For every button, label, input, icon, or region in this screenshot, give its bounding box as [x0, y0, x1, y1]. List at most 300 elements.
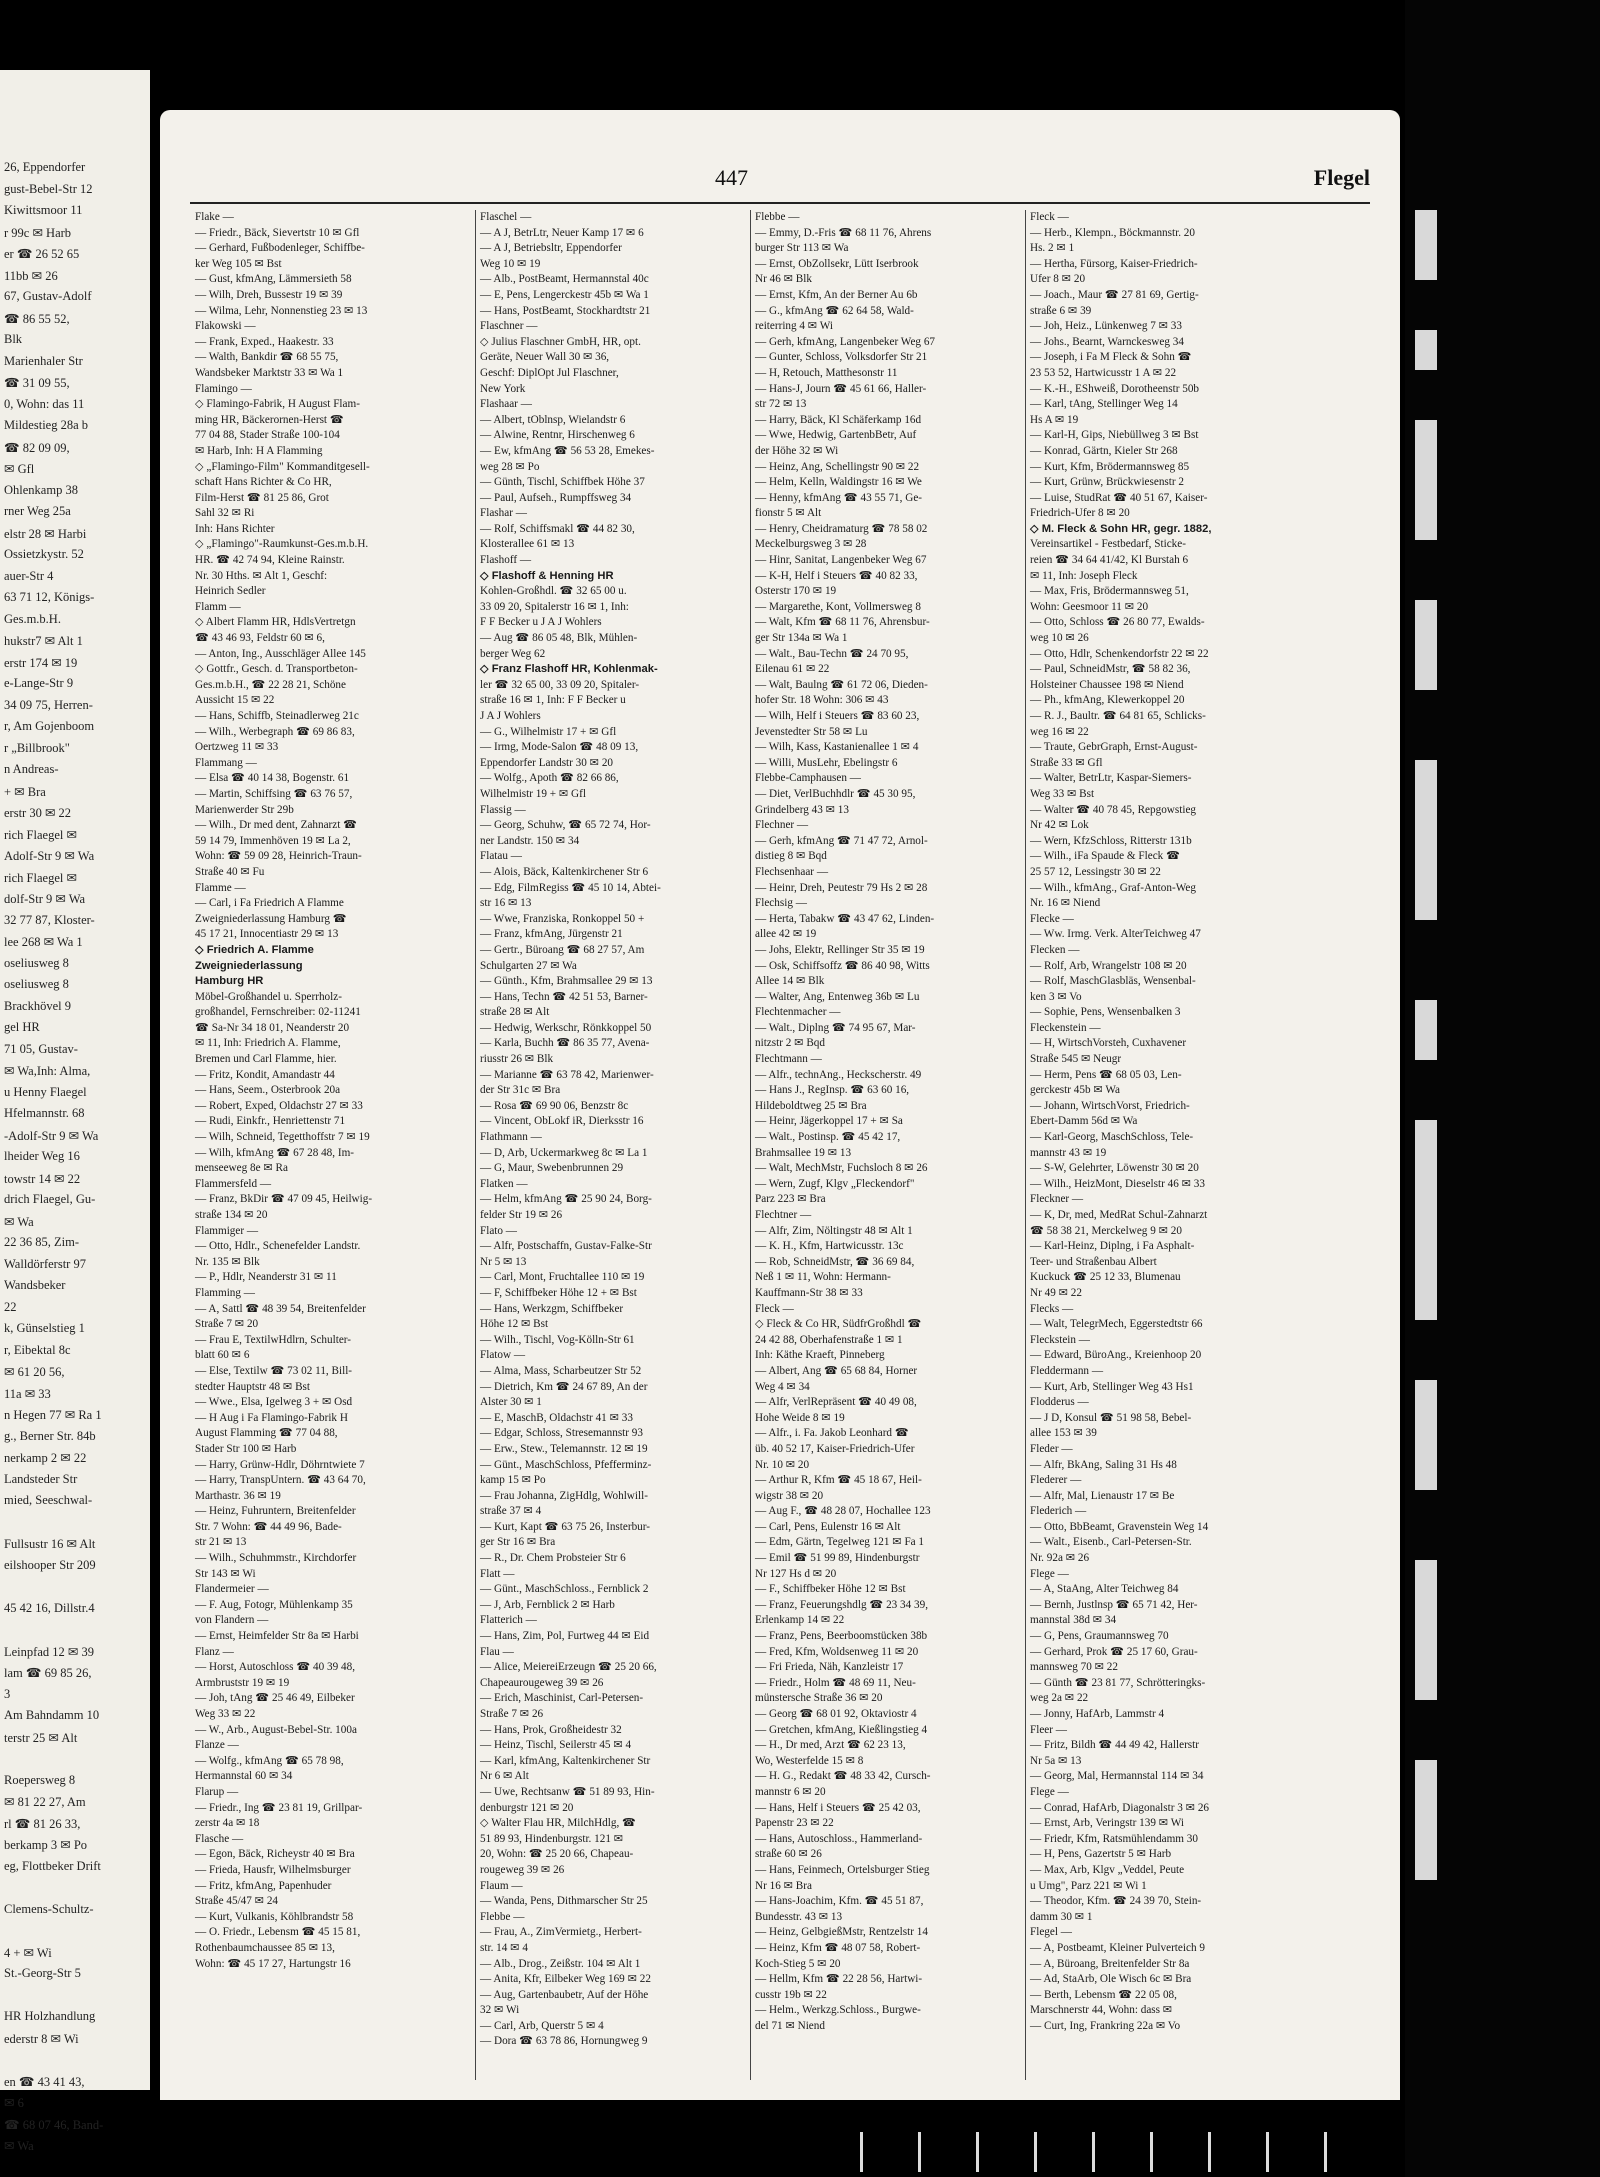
previous-page-line: gust-Bebel-Str 12	[4, 181, 93, 196]
directory-entry: — Emil ☎ 51 99 89, Hindenburgstr	[755, 1552, 920, 1565]
directory-entry: ◇ Gottfr., Gesch. d. Transportbeton-	[195, 663, 358, 676]
directory-entry: — H. G., Redakt ☎ 48 33 42, Cursch-	[755, 1770, 931, 1783]
directory-entry: mannsweg 70 ✉ 22	[1030, 1661, 1118, 1674]
directory-entry: Flechner —	[755, 819, 809, 832]
header-rule	[190, 202, 1370, 204]
directory-entry: ming HR, Bäckerornen-Herst ☎	[195, 413, 344, 426]
previous-page-line: 22	[4, 1299, 17, 1314]
directory-entry: Flebbe-Camphausen —	[755, 772, 861, 785]
directory-entry: str 16 ✉ 13	[480, 897, 532, 910]
directory-entry: Hohe Weide 8 ✉ 19	[755, 1411, 845, 1424]
directory-entry: Neß 1 ✉ 11, Wohn: Hermann-	[755, 1271, 891, 1284]
directory-entry: — Fritz, kfmAng, Papenhuder	[195, 1879, 332, 1892]
directory-entry: 59 14 79, Immenhöven 19 ✉ La 2,	[195, 834, 351, 847]
directory-entry: Eilenau 61 ✉ 22	[755, 663, 830, 676]
previous-page-line: Mildestieg 28a b	[4, 418, 89, 432]
previous-page-line: r, Eibektal 8c	[4, 1342, 71, 1357]
directory-entry: Flanz —	[195, 1645, 234, 1658]
directory-entry: — K-H, Helf i Steuers ☎ 40 82 33,	[755, 569, 918, 582]
directory-entry: Flodderus —	[1030, 1396, 1089, 1409]
directory-entry: Flaschner —	[480, 320, 538, 333]
directory-entry: — Wilma, Lehr, Nonnenstieg 23 ✉ 13	[195, 304, 368, 317]
directory-entry: Flandermeier —	[195, 1583, 269, 1596]
directory-entry: — Paul, SchneidMstr, ☎ 58 82 36,	[1030, 663, 1191, 676]
previous-page-line: 34 09 75, Herren-	[4, 697, 93, 712]
directory-entry: — Irmg, Mode-Salon ☎ 48 09 13,	[480, 741, 639, 754]
directory-entry: Hs. 2 ✉ 1	[1030, 242, 1075, 255]
previous-page-line: erstr 30 ✉ 22	[4, 806, 72, 820]
directory-entry: Hs A ✉ 19	[1030, 413, 1079, 426]
directory-entry: — Helm., Werkzg.Schloss., Burgwe-	[755, 2004, 921, 2017]
edge-mark	[1415, 420, 1437, 540]
directory-entry: Brahmsallee 19 ✉ 13	[755, 1146, 852, 1159]
directory-entry: Nr 127 Hs d ✉ 20	[755, 1567, 837, 1580]
previous-page-line: Wandsbeker	[4, 1278, 66, 1292]
directory-entry: — S-W, Gelehrter, Löwenstr 30 ✉ 20	[1030, 1162, 1199, 1175]
directory-entry: rougeweg 39 ✉ 26	[480, 1863, 565, 1876]
previous-page-line: gel HR	[4, 1020, 40, 1034]
directory-entry: — Wilh., HeizMont, Dieselstr 46 ✉ 33	[1030, 1177, 1205, 1190]
directory-entry: — Alice, MeiereiErzeugn ☎ 25 20 66,	[480, 1661, 657, 1674]
previous-page-line: 67, Gustav-Adolf	[4, 289, 92, 303]
directory-entry: — H, WirtschVorsteh, Cuxhavener	[1030, 1037, 1187, 1050]
directory-entry: — Rob, SchneidMstr, ☎ 36 69 84,	[755, 1255, 915, 1268]
previous-page-line: rich Flaegel ✉	[4, 827, 77, 842]
previous-page-line: eg, Flottbeker Drift	[4, 1858, 101, 1873]
directory-entry: — Hellm, Kfm ☎ 22 28 56, Hartwi-	[755, 1973, 923, 1986]
directory-entry: Nr. 92a ✉ 26	[1030, 1552, 1090, 1565]
directory-entry: — Heinz, GelbgießMstr, Rentzelstr 14	[755, 1926, 928, 1939]
directory-entry: ✉ 11, Inh: Joseph Fleck	[1030, 569, 1138, 582]
directory-entry: — Ernst, Heimfelder Str 8a ✉ Harbi	[195, 1630, 359, 1643]
directory-entry: Flashoff —	[480, 554, 532, 567]
directory-entry: Teer- und Straßenbau Albert	[1030, 1255, 1157, 1268]
directory-entry: — Rosa ☎ 69 90 06, Benzstr 8c	[480, 1099, 629, 1112]
directory-entry: — Franz, BkDir ☎ 47 09 45, Heilwig-	[195, 1193, 373, 1206]
directory-entry: — Joseph, i Fa M Fleck & Sohn ☎	[1030, 351, 1192, 364]
directory-entry: — Franz, kfmAng, Jürgenstr 21	[480, 928, 623, 941]
directory-entry: ✉ 11, Inh: Friedrich A. Flamme,	[195, 1037, 341, 1050]
column-2	[480, 210, 756, 2050]
directory-entry: — Osk, Schiffsoffz ☎ 86 40 98, Witts	[755, 959, 930, 972]
directory-entry: Flamingo —	[195, 382, 252, 395]
directory-entry: Parz 223 ✉ Bra	[755, 1193, 826, 1206]
directory-entry: — Friedr., Holm ☎ 48 69 11, Neu-	[755, 1676, 916, 1689]
directory-entry: Aussicht 15 ✉ 22	[195, 694, 275, 707]
directory-entry: — Albert, Ang ☎ 65 68 84, Horner	[755, 1364, 918, 1377]
directory-entry: Str 143 ✉ Wi	[195, 1567, 256, 1580]
directory-entry: straße 28 ✉ Alt	[480, 1006, 550, 1019]
directory-entry: — Karla, Buchh ☎ 86 35 77, Avena-	[480, 1037, 650, 1050]
directory-entry: — Erich, Maschinist, Carl-Petersen-	[480, 1692, 644, 1705]
directory-entry: — Kurt, Vulkanis, Köhlbrandstr 58	[195, 1910, 354, 1923]
previous-page-line: ☎ 68 07 46, Band-	[4, 2117, 104, 2132]
directory-entry: — Ernst, Kfm, An der Berner Au 6b	[755, 288, 918, 301]
previous-page-line: Fullsustr 16 ✉ Alt	[4, 1537, 96, 1551]
directory-entry: Allee 14 ✉ Blk	[755, 975, 825, 988]
directory-entry: — Heinr, Dreh, Peutestr 79 Hs 2 ✉ 28	[755, 881, 928, 894]
directory-entry: — Hans, Prok, Großheidestr 32	[480, 1723, 622, 1736]
directory-entry: Flashaar —	[480, 398, 532, 411]
directory-entry: — Franz, Pens, Beerboomstücken 38b	[755, 1630, 928, 1643]
directory-entry: — A, Büroang, Breitenfelder Str 8a	[1030, 1957, 1190, 1970]
directory-entry: — Ad, StaArb, Ole Wisch 6c ✉ Bra	[1030, 1973, 1192, 1986]
directory-entry: — Wwe., Elsa, Igelweg 3 + ✉ Osd	[195, 1396, 353, 1409]
directory-entry: blatt 60 ✉ 6	[195, 1349, 250, 1362]
directory-entry: Flau —	[480, 1645, 514, 1658]
directory-entry: — Wern, Zugf, Klgv „Fleckendorf"	[755, 1177, 915, 1190]
directory-entry: — Arthur R, Kfm ☎ 45 18 67, Heil-	[755, 1474, 922, 1487]
directory-entry: — Harry, Grünw-Hdlr, Döhrntwiete 7	[195, 1458, 365, 1471]
directory-entry: — G, Maur, Swebenbrunnen 29	[480, 1162, 624, 1175]
directory-entry: Straße 7 ✉ 26	[480, 1708, 544, 1720]
directory-entry: Stader Str 100 ✉ Harb	[195, 1442, 297, 1455]
directory-entry: — Friedr., Ing ☎ 23 81 19, Grillpar-	[195, 1801, 363, 1814]
directory-entry: — Hans, Feinmech, Ortelsburger Stieg	[755, 1863, 930, 1876]
directory-entry: — Karl-Heinz, Diplng, i Fa Asphalt-	[1030, 1240, 1195, 1253]
directory-entry: — G, Pens, Graumannsweg 70	[1030, 1630, 1169, 1643]
directory-entry: — Walt., Bau-Techn ☎ 24 70 95,	[755, 647, 909, 660]
directory-entry: — Wilh., iFa Spaude & Fleck ☎	[1030, 850, 1181, 863]
column-divider	[750, 210, 751, 2080]
directory-entry: — E, Pens, Lengerckestr 45b ✉ Wa 1	[480, 288, 649, 301]
directory-entry: — Ernst, Arb, Veringstr 139 ✉ Wi	[1030, 1817, 1184, 1830]
directory-entry: Eppendorfer Landstr 30 ✉ 20	[480, 756, 614, 769]
directory-entry: — Wwe, Hedwig, GartenbBetr, Auf	[755, 429, 917, 442]
directory-entry: hofer Str. 18 Wohn: 306 ✉ 43	[755, 694, 889, 707]
directory-entry: Straße 40 ✉ Fu	[195, 865, 265, 878]
directory-entry: — Gerhard, Fußbodenleger, Schiffbe-	[195, 242, 365, 255]
directory-entry: ◇ Fleck & Co HR, SüdfrGroßhdl ☎	[755, 1318, 922, 1331]
directory-entry: — Carl, Pens, Eulenstr 16 ✉ Alt	[755, 1520, 901, 1533]
directory-entry: — Wilh, Dreh, Bussestr 19 ✉ 39	[195, 288, 343, 301]
previous-page-line: r 99c ✉ Harb	[4, 225, 72, 240]
directory-entry: Bundesstr. 43 ✉ 13	[755, 1910, 843, 1923]
directory-entry: F F Becker u J A J Wohlers	[480, 616, 602, 629]
directory-entry: — Heinz, Tischl, Seilerstr 45 ✉ 4	[480, 1739, 632, 1752]
previous-page-line: en ☎ 43 41 43,	[4, 2074, 85, 2089]
directory-entry: damm 30 ✉ 1	[1030, 1910, 1093, 1923]
directory-entry: fionstr 5 ✉ Alt	[755, 507, 822, 520]
previous-page-line: u Henny Flaegel	[4, 1084, 87, 1099]
directory-entry: — Henny, kfmAng ☎ 43 55 71, Ge-	[755, 491, 923, 504]
directory-entry: — Curt, Ing, Frankring 22a ✉ Vo	[1030, 2019, 1181, 2032]
directory-entry: — Walt, Baulng ☎ 61 72 06, Dieden-	[755, 678, 928, 691]
directory-entry: Flaum —	[480, 1879, 523, 1892]
directory-entry: str 72 ✉ 13	[755, 398, 807, 411]
directory-entry: del 71 ✉ Niend	[755, 2019, 825, 2032]
directory-entry: Flakowski —	[195, 320, 256, 333]
directory-entry: — Karl, kfmAng, Kaltenkirchener Str	[480, 1754, 651, 1767]
directory-entry: ◇ „Flamingo-Film" Kommanditgesell-	[195, 460, 370, 473]
directory-entry: — Walt., Postinsp. ☎ 45 42 17,	[755, 1131, 901, 1144]
previous-page-line: e-Lange-Str 9	[4, 676, 74, 690]
edge-mark	[1415, 210, 1437, 280]
directory-entry: — Alb., Drog., Zeißstr. 104 ✉ Alt 1	[480, 1957, 641, 1970]
directory-entry: — Gretchen, kfmAng, Kießlingstieg 4	[755, 1723, 928, 1736]
directory-entry: burger Str 113 ✉ Wa	[755, 242, 849, 255]
previous-page-line: rner Weg 25a	[4, 504, 71, 518]
previous-page-line: r, Am Gojenboom	[4, 719, 95, 733]
previous-page-line: Am Bahndamm 10	[4, 1708, 100, 1722]
directory-entry: — J D, Konsul ☎ 51 98 58, Bebel-	[1030, 1411, 1192, 1424]
previous-page-line: ✉ 61 20 56,	[4, 1365, 65, 1379]
directory-entry: — Johs, Elektr, Rellinger Str 35 ✉ 19	[755, 943, 925, 956]
directory-entry: mannstal 38d ✉ 34	[1030, 1614, 1117, 1627]
directory-entry: Heinrich Sedler	[195, 585, 266, 598]
directory-entry: Inh: Hans Richter	[195, 522, 275, 535]
previous-page-line: Walldörferstr 97	[4, 1256, 86, 1271]
previous-page-line: ☎ 82 09 09,	[4, 440, 70, 455]
edge-mark	[1415, 1000, 1437, 1060]
directory-entry: — Hans, Schiffb, Steinadlerweg 21c	[195, 710, 359, 722]
previous-page-line: ✉ Wa	[4, 1214, 34, 1229]
directory-entry: — Uwe, Rechtsanw ☎ 51 89 93, Hin-	[480, 1785, 655, 1798]
directory-entry: Erlenkamp 14 ✉ 22	[755, 1614, 845, 1627]
directory-entry: — Vincent, ObLokf iR, Dierksstr 16	[480, 1115, 644, 1128]
directory-entry: — Kurt, Kfm, Brödermannsweg 85	[1030, 460, 1190, 473]
directory-entry: 45 17 21, Innocentiastr 29 ✉ 13	[195, 928, 339, 941]
directory-entry: — Rudi, Einkfr., Henriettenstr 71	[195, 1115, 346, 1128]
directory-entry: der Höhe 32 ✉ Wi	[755, 444, 839, 457]
directory-entry: — Heinz, Ang, Schellingstr 90 ✉ 22	[755, 460, 920, 473]
directory-entry: — R. J., Baultr. ☎ 64 81 65, Schlicks-	[1030, 710, 1206, 722]
directory-entry: — Walt, Kfm ☎ 68 11 76, Ahrensbur-	[755, 616, 930, 629]
directory-entry: Fleckstein —	[1030, 1333, 1090, 1346]
directory-entry: Meckelburgsweg 3 ✉ 28	[755, 538, 867, 551]
directory-entry: — Hans, Autoschloss., Hammerland-	[755, 1832, 923, 1845]
directory-entry: — J, Arb, Fernblick 2 ✉ Harb	[480, 1598, 615, 1611]
directory-entry: — Gerh, kfmAng, Langenbeker Weg 67	[755, 335, 936, 348]
directory-entry: Ufer 8 ✉ 20	[1030, 273, 1086, 286]
directory-entry: — Hertha, Fürsorg, Kaiser-Friedrich-	[1030, 257, 1198, 270]
directory-entry: — D, Arb, Uckermarkweg 8c ✉ La 1	[480, 1146, 648, 1159]
directory-entry: 25 57 12, Lessingstr 30 ✉ 22	[1030, 865, 1161, 878]
directory-entry: Kauffmann-Str 38 ✉ 33	[755, 1286, 863, 1299]
directory-entry: Rothenbaumchaussee 85 ✉ 13,	[195, 1941, 335, 1954]
previous-page-line: nerkamp 2 ✉ 22	[4, 1451, 87, 1465]
directory-entry: Flechtenmacher —	[755, 1006, 841, 1019]
directory-entry: 20, Wohn: ☎ 25 20 66, Chapeau-	[480, 1848, 634, 1861]
directory-entry: Flatken —	[480, 1177, 528, 1190]
directory-entry: ◇ Franz Flashoff HR, Kohlenmak-	[480, 663, 658, 676]
directory-entry: — Karl-H, Gips, Niebüllweg 3 ✉ Bst	[1030, 429, 1199, 442]
directory-entry: — Fritz, Kondit, Amandastr 44	[195, 1068, 335, 1081]
directory-entry: — Georg, Mal, Hermannstal 114 ✉ 34	[1030, 1770, 1204, 1783]
previous-page-line: towstr 14 ✉ 22	[4, 1171, 81, 1186]
directory-entry: Straße 45/47 ✉ 24	[195, 1895, 279, 1908]
directory-entry: — Carl, Arb, Querstr 5 ✉ 4	[480, 2019, 604, 2032]
directory-entry: — Margarethe, Kont, Vollmersweg 8	[755, 600, 921, 613]
directory-entry: — Gunter, Schloss, Volksdorfer Str 21	[755, 351, 928, 364]
directory-entry: schaft Hans Richter & Co HR,	[195, 476, 332, 489]
column-3	[755, 210, 1031, 2034]
directory-entry: Marthastr. 36 ✉ 19	[195, 1489, 281, 1502]
directory-entry: Flatterich —	[480, 1614, 537, 1627]
directory-entry: Str. 7 Wohn: ☎ 44 49 96, Bade-	[195, 1520, 342, 1533]
directory-entry: — Fri Frieda, Näh, Kanzleistr 17	[755, 1661, 904, 1674]
directory-entry: — A, Sattl ☎ 48 39 54, Breitenfelder	[195, 1302, 366, 1315]
directory-entry: — Wilh., Tischl, Vog-Kölln-Str 61	[480, 1333, 635, 1346]
directory-entry: Flechsig —	[755, 897, 807, 910]
directory-entry: — Harry, Bäck, Kl Schäferkamp 16d	[755, 413, 922, 426]
previous-page-line: 4 + ✉ Wi	[4, 1945, 52, 1960]
directory-entry: Flebbe —	[480, 1910, 525, 1923]
directory-entry: — Paul, Aufseh., Rumpffsweg 34	[480, 491, 632, 504]
directory-entry: mannstr 6 ✉ 20	[755, 1785, 826, 1798]
directory-entry: — O. Friedr., Lebensm ☎ 45 15 81,	[195, 1926, 361, 1939]
directory-entry: nitzstr 2 ✉ Bqd	[755, 1037, 825, 1050]
directory-entry: Flatow —	[480, 1349, 526, 1362]
directory-entry: — Diet, VerlBuchhdlr ☎ 45 30 95,	[755, 787, 916, 800]
directory-entry: — Dora ☎ 63 78 86, Hornungweg 9	[480, 2035, 648, 2048]
directory-entry: Fleer —	[1030, 1723, 1067, 1736]
directory-entry: — W., Arb., August-Bebel-Str. 100a	[195, 1723, 357, 1736]
directory-entry: — Herta, Tabakw ☎ 43 47 62, Linden-	[755, 912, 935, 925]
directory-entry: Nr 16 ✉ Bra	[755, 1879, 812, 1892]
previous-page-line: lee 268 ✉ Wa 1	[4, 935, 83, 949]
directory-entry: ◇ Walter Flau HR, MilchHdlg, ☎	[480, 1817, 636, 1830]
directory-entry: Flecks —	[1030, 1302, 1074, 1315]
page-number: 447	[715, 165, 748, 190]
directory-entry: New York	[480, 382, 526, 395]
directory-entry: Armbruststr 19 ✉ 19	[195, 1676, 290, 1689]
directory-entry: ner Landstr. 150 ✉ 34	[480, 834, 580, 847]
directory-entry: — Karl, tAng, Stellinger Weg 14	[1030, 398, 1178, 411]
previous-page-line: n Andreas-	[4, 762, 59, 776]
edge-mark	[1415, 600, 1437, 690]
directory-entry: — Else, Textilw ☎ 73 02 11, Bill-	[195, 1364, 353, 1377]
directory-entry: — Günth, Tischl, Schiffbek Höhe 37	[480, 476, 645, 489]
directory-entry: — Rolf, Arb, Wrangelstr 108 ✉ 20	[1030, 959, 1187, 972]
directory-entry: Kuckuck ☎ 25 12 33, Blumenau	[1030, 1271, 1181, 1284]
directory-entry: Fleck —	[1030, 211, 1069, 223]
directory-entry: — Max, Fris, Brödermannsweg 51,	[1030, 585, 1189, 598]
previous-page-line: erstr 174 ✉ 19	[4, 655, 78, 670]
directory-entry: Nr 49 ✉ 22	[1030, 1286, 1082, 1299]
directory-entry: straße 37 ✉ 4	[480, 1505, 542, 1518]
directory-entry: ler ☎ 32 65 00, 33 09 20, Spitaler-	[480, 678, 640, 691]
previous-page-line: Clemens-Schultz-	[4, 1901, 94, 1916]
directory-entry: — Kurt, Arb, Stellinger Weg 43 Hs1	[1030, 1380, 1194, 1393]
directory-entry: ◇ M. Fleck & Sohn HR, gegr. 1882,	[1030, 522, 1212, 535]
directory-entry: — Traute, GebrGraph, Ernst-August-	[1030, 741, 1198, 754]
directory-entry: Flamme —	[195, 881, 246, 894]
directory-entry: weg 10 ✉ 26	[1030, 632, 1089, 645]
directory-entry: ✉ Harb, Inh: H A Flamming	[195, 444, 323, 457]
scan-bottom-marks	[860, 2132, 1382, 2176]
directory-entry: allee 42 ✉ 19	[755, 928, 817, 941]
directory-entry: — Wern, KfzSchloss, Ritterstr 131b	[1030, 834, 1192, 847]
directory-entry: straße 134 ✉ 20	[195, 1209, 268, 1221]
previous-page-line: 3	[4, 1686, 11, 1701]
directory-entry: weg 16 ✉ 22	[1030, 725, 1089, 738]
previous-page-line: r „Billbrook"	[4, 740, 70, 755]
previous-page-line: ✉ 6	[4, 2096, 24, 2110]
directory-entry: Friedrich-Ufer 8 ✉ 20	[1030, 507, 1130, 520]
previous-page-line: rich Flaegel ✉	[4, 870, 77, 885]
directory-entry: — Wolfg., Apoth ☎ 82 66 86,	[480, 772, 619, 785]
directory-entry: — Walth, Bankdir ☎ 68 55 75,	[195, 351, 339, 364]
previous-page-line: er ☎ 26 52 65	[4, 247, 80, 261]
directory-entry: — H Aug i Fa Flamingo-Fabrik H	[195, 1411, 348, 1424]
directory-entry: — Wolfg., kfmAng ☎ 65 78 98,	[195, 1754, 344, 1767]
directory-entry: — Alois, Bäck, Kaltenkirchener Str 6	[480, 865, 649, 878]
previous-page-line: Brackhövel 9	[4, 998, 71, 1013]
directory-entry: — Ew, kfmAng ☎ 56 53 28, Emekes-	[480, 444, 655, 457]
directory-entry: Nr. 30 Hths. ✉ Alt 1, Geschf:	[195, 569, 328, 582]
directory-entry: — Otto, BbBeamt, Gravenstein Weg 14	[1030, 1520, 1209, 1533]
column-divider	[475, 210, 476, 2080]
directory-entry: Kohlen-Großhdl. ☎ 32 65 00 u.	[480, 585, 627, 598]
directory-entry: Flamm —	[195, 600, 241, 613]
directory-entry: — Carl, i Fa Friedrich A Flamme	[195, 897, 344, 910]
directory-entry: J A J Wohlers	[480, 710, 541, 722]
directory-entry: distieg 8 ✉ Bqd	[755, 850, 827, 863]
directory-entry: Weg 10 ✉ 19	[480, 257, 541, 270]
previous-page-line: 0, Wohn: das 11	[4, 396, 85, 411]
previous-page-line: 26, Eppendorfer	[4, 160, 86, 174]
directory-entry: ☎ Sa-Nr 34 18 01, Neanderstr 20	[195, 1021, 350, 1034]
directory-entry: Papenstr 23 ✉ 22	[755, 1817, 834, 1830]
directory-entry: — H, Pens, Gazertstr 5 ✉ Harb	[1030, 1848, 1172, 1861]
directory-entry: — Berth, Lebensm ☎ 22 05 08,	[1030, 1988, 1177, 2001]
directory-entry: ger Str 134a ✉ Wa 1	[755, 632, 848, 645]
directory-entry: Bremen und Carl Flamme, hier.	[195, 1053, 337, 1066]
directory-entry: — Friedr., Bäck, Sievertstr 10 ✉ Gfl	[195, 226, 360, 239]
directory-entry: Flaschel —	[480, 211, 532, 223]
previous-page-line: Hfelmannstr. 68	[4, 1106, 85, 1120]
page-running-head: Flegel	[1313, 165, 1370, 190]
directory-entry: Höhe 12 ✉ Bst	[480, 1318, 549, 1331]
directory-entry: Fleckner —	[1030, 1193, 1084, 1206]
directory-entry: Hamburg HR	[195, 975, 264, 988]
directory-entry: — Harry, TranspUntern. ☎ 43 64 70,	[195, 1474, 366, 1487]
directory-entry: — Conrad, HafArb, Diagonalstr 3 ✉ 26	[1030, 1801, 1210, 1814]
directory-entry: 24 42 88, Oberhafenstraße 1 ✉ 1	[755, 1333, 903, 1346]
directory-entry: Flechtmann —	[755, 1053, 822, 1066]
directory-entry: Wohn: Geesmoor 11 ✉ 20	[1030, 600, 1149, 613]
directory-entry: ◇ Julius Flaschner GmbH, HR, opt.	[480, 335, 641, 348]
previous-page-line: Adolf-Str 9 ✉ Wa	[4, 849, 95, 863]
directory-entry: — Walter, Ang, Entenweg 36b ✉ Lu	[755, 990, 920, 1003]
directory-entry: — Helm, kfmAng ☎ 25 90 24, Borg-	[480, 1193, 652, 1206]
directory-entry: wigstr 38 ✉ 20	[755, 1489, 824, 1502]
directory-entry: — Dietrich, Km ☎ 24 67 89, An der	[480, 1380, 648, 1393]
previous-page-line: n Hegen 77 ✉ Ra 1	[4, 1408, 102, 1422]
previous-page-line: hukstr7 ✉ Alt 1	[4, 634, 83, 648]
previous-page-line: ederstr 8 ✉ Wi	[4, 2031, 79, 2046]
directory-entry: 32 ✉ Wi	[480, 2004, 520, 2017]
directory-entry: Ges.m.b.H., ☎ 22 28 21, Schöne	[195, 678, 346, 691]
directory-entry: Flege —	[1030, 1785, 1069, 1798]
previous-page-line: -Adolf-Str 9 ✉ Wa	[4, 1128, 99, 1143]
directory-entry: — Max, Arb, Klgv „Veddel, Peute	[1030, 1863, 1185, 1876]
directory-entry: Geräte, Neuer Wall 30 ✉ 36,	[480, 351, 610, 364]
directory-entry: — P., Hdlr, Neanderstr 31 ✉ 11	[195, 1271, 337, 1284]
directory-entry: — H, Retouch, Matthesonstr 11	[755, 366, 898, 379]
directory-entry: Inh: Käthe Kraeft, Pinneberg	[755, 1349, 885, 1362]
directory-entry: — Edm, Gärtn, Tegelweg 121 ✉ Fa 1	[755, 1536, 925, 1549]
directory-entry: — Johs., Bearnt, Warnckesweg 34	[1030, 335, 1184, 348]
directory-entry: — Joh, Heiz., Lünkenweg 7 ✉ 33	[1030, 320, 1182, 333]
directory-page	[160, 110, 1400, 2100]
directory-entry: weg 28 ✉ Po	[480, 460, 540, 473]
directory-entry: — Wilh, kfmAng ☎ 67 28 48, Im-	[195, 1146, 355, 1159]
directory-entry: — Walt., Diplng ☎ 74 95 67, Mar-	[755, 1021, 916, 1034]
previous-page-line: HR Holzhandlung	[4, 2009, 96, 2023]
directory-entry: — Hans-J, Journ ☎ 45 61 66, Haller-	[755, 382, 927, 395]
